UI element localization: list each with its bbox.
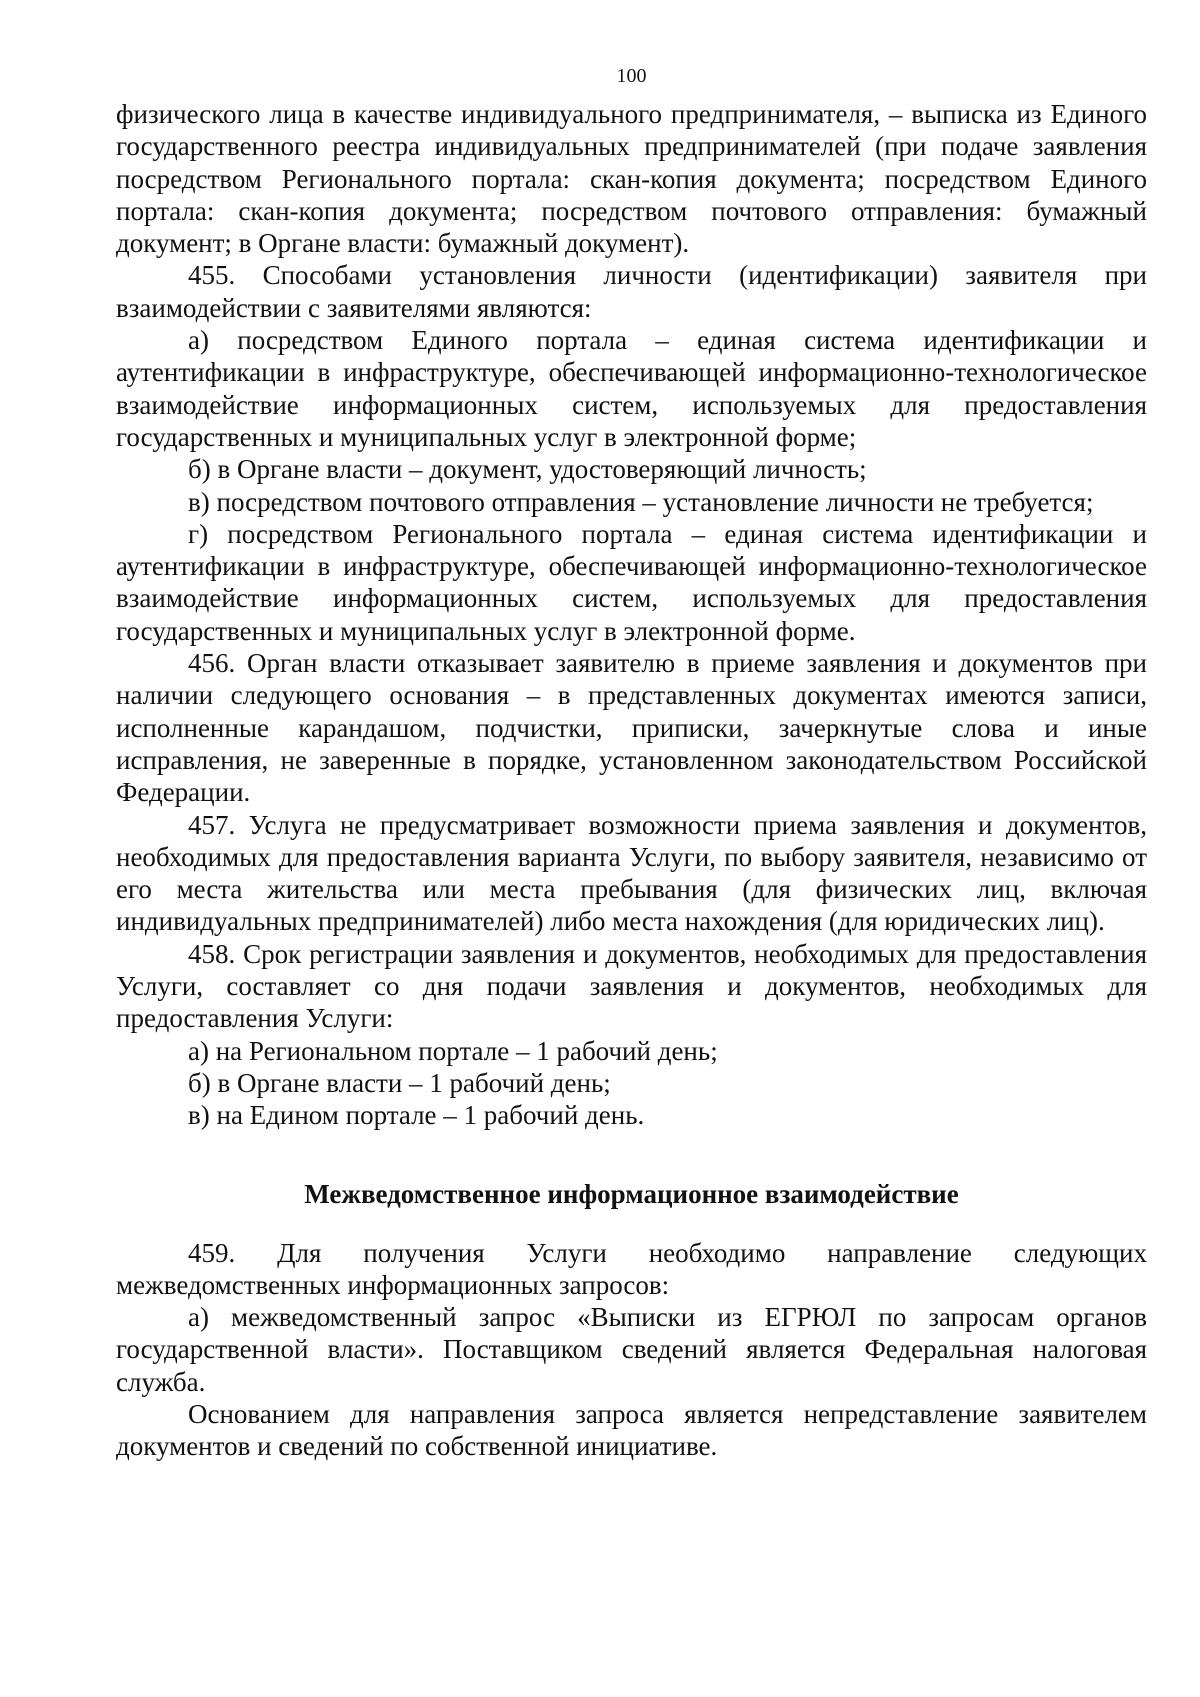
paragraph-456: 456. Орган власти отказывает заявителю в приеме заявления и документов при наличии следующего основания – в представленных документах имеются записи, исполненные карандашом, подчистки, приписки, зачеркнутые слова и иные исправления, не заверенные в порядке, установленном законодательством Российской Федерации. <box>116 648 1147 808</box>
list-item: в) на Едином портале – 1 рабочий день. <box>188 1100 645 1131</box>
paragraph-455: 455. Способами установления личности (идентификации) заявителя при взаимодействии с заявителями являются: <box>116 260 1147 323</box>
list-item: г) посредством Регионального портала – единая система идентификации и аутентификации в инфраструктуре, обеспечивающей информационно-технологическое взаимодействие информационных систем, используемых для предоставления государственных и муниципальных услуг в электронной форме. <box>116 518 1147 646</box>
document-page <box>116 64 1147 1463</box>
paragraph-457: 457. Услуга не предусматривает возможности приема заявления и документов, необходимых для предоставления варианта Услуги, по выбору заявителя, независимо от его места жительства или места пребывания (для физических лиц, включая индивидуальных предпринимателей) либо места нахождения (для юридических лиц). <box>116 809 1147 937</box>
section-heading: Межведомственное информационное взаимодействие <box>304 1178 959 1209</box>
list-item: б) в Органе власти – документ, удостоверяющий личность; <box>188 454 867 485</box>
list-item: б) в Органе власти – 1 рабочий день; <box>188 1067 611 1098</box>
list-item: в) посредством почтового отправления – установление личности не требуется; <box>188 486 1094 517</box>
list-item: а) на Региональном портале – 1 рабочий день; <box>188 1035 718 1066</box>
paragraph: физического лица в качестве индивидуального предпринимателя, – выписка из Единого государственного реестра индивидуальных предпринимателей (при подаче заявления посредством Регионального портала: скан-копия документа; посредством Единого портала: скан-копия документа; посредством почтового отправления: бумажный документ; в Органе власти: бумажный документ). <box>116 99 1147 259</box>
list-item: а) посредством Единого портала – единая система идентификации и аутентификации в инфраструктуре, обеспечивающей информационно-технологическое взаимодействие информационных систем, используемых для предоставления государственных и муниципальных услуг в электронной форме; <box>116 325 1147 452</box>
page-number: 100 <box>616 65 647 87</box>
paragraph-459: 459. Для получения Услуги необходимо направление следующих межведомственных информационных запросов: <box>116 1237 1147 1300</box>
document-body <box>116 98 1147 1463</box>
paragraph-458: 458. Срок регистрации заявления и документов, необходимых для предоставления Услуги, составляет со дня подачи заявления и документов, необходимых для предоставления Услуги: <box>116 938 1147 1034</box>
list-item: а) межведомственный запрос «Выписки из ЕГРЮЛ по запросам органов государственной власти». Поставщиком сведений является Федеральная налоговая служба. <box>116 1302 1147 1397</box>
paragraph: Основанием для направления запроса является непредставление заявителем документов и сведений по собственной инициативе. <box>116 1398 1147 1462</box>
